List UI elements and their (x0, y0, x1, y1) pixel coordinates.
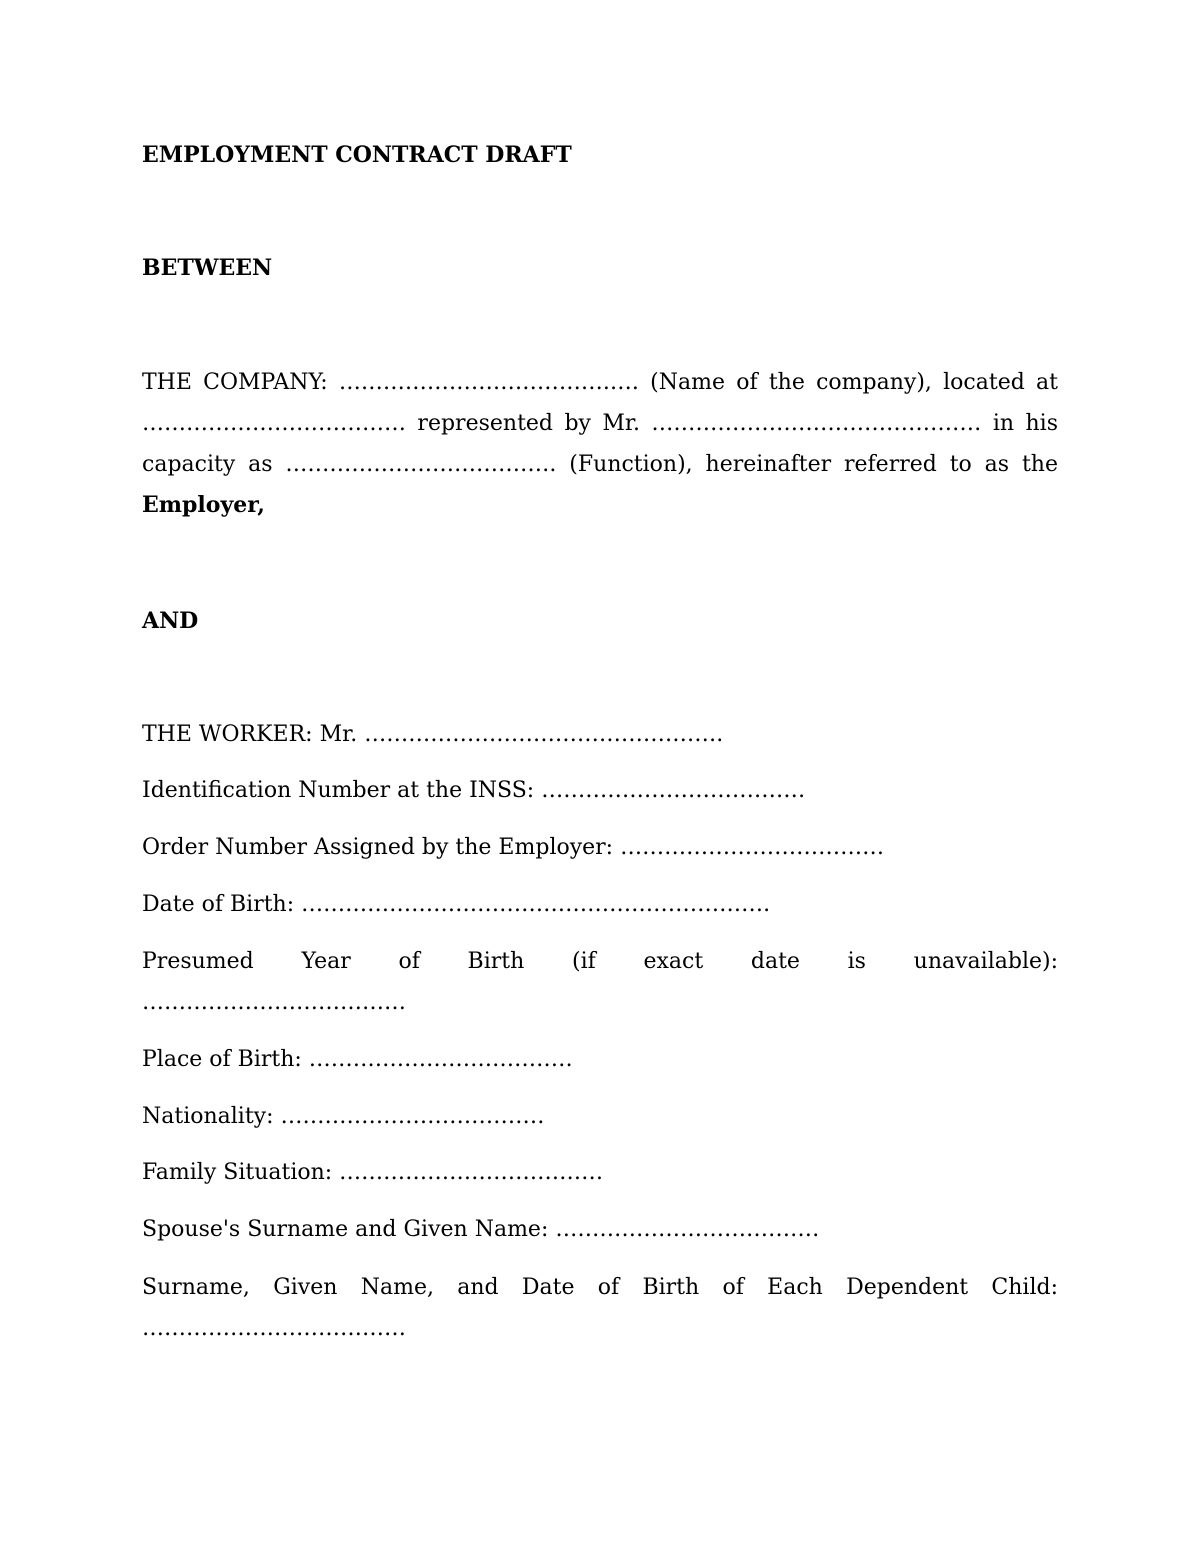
presumed-year-field (142, 941, 1058, 1023)
inss-field: Identification Number at the INSS: ……………………………… (142, 778, 806, 803)
document-title: EMPLOYMENT CONTRACT DRAFT (142, 142, 572, 168)
presumed-year-label: Presumed Year of Birth (if exact date is unavailable): (142, 949, 1058, 974)
and-heading: AND (142, 608, 199, 634)
employer-term: Employer, (142, 492, 265, 518)
place-of-birth-field: Place of Birth: ……………………………… (142, 1047, 573, 1072)
between-heading: BETWEEN (142, 255, 273, 281)
family-situation-field: Family Situation: ……………………………… (142, 1160, 604, 1185)
company-paragraph (142, 362, 1058, 526)
date-of-birth-field: Date of Birth: ………………………………………………………. (142, 892, 771, 917)
dependent-children-blank: ……………………………… (142, 1316, 406, 1341)
worker-field: THE WORKER: Mr. …………………………………………. (142, 722, 724, 747)
order-number-field: Order Number Assigned by the Employer: ……………………………… (142, 835, 885, 860)
presumed-year-blank: ……………………………… (142, 990, 406, 1015)
spouse-field: Spouse's Surname and Given Name: ……………………………… (142, 1217, 820, 1242)
nationality-field: Nationality: ……………………………… (142, 1104, 545, 1129)
dependent-children-field (142, 1267, 1058, 1349)
company-paragraph-text: THE COMPANY: ……………………………….…. (Name of the company), located at ……………………………… represented by Mr. ……………………………………… in his capacity as ………………………………. (Function), hereinafter referred to as the (142, 370, 1058, 477)
dependent-children-label: Surname, Given Name, and Date of Birth of Each Dependent Child: (142, 1275, 1058, 1300)
